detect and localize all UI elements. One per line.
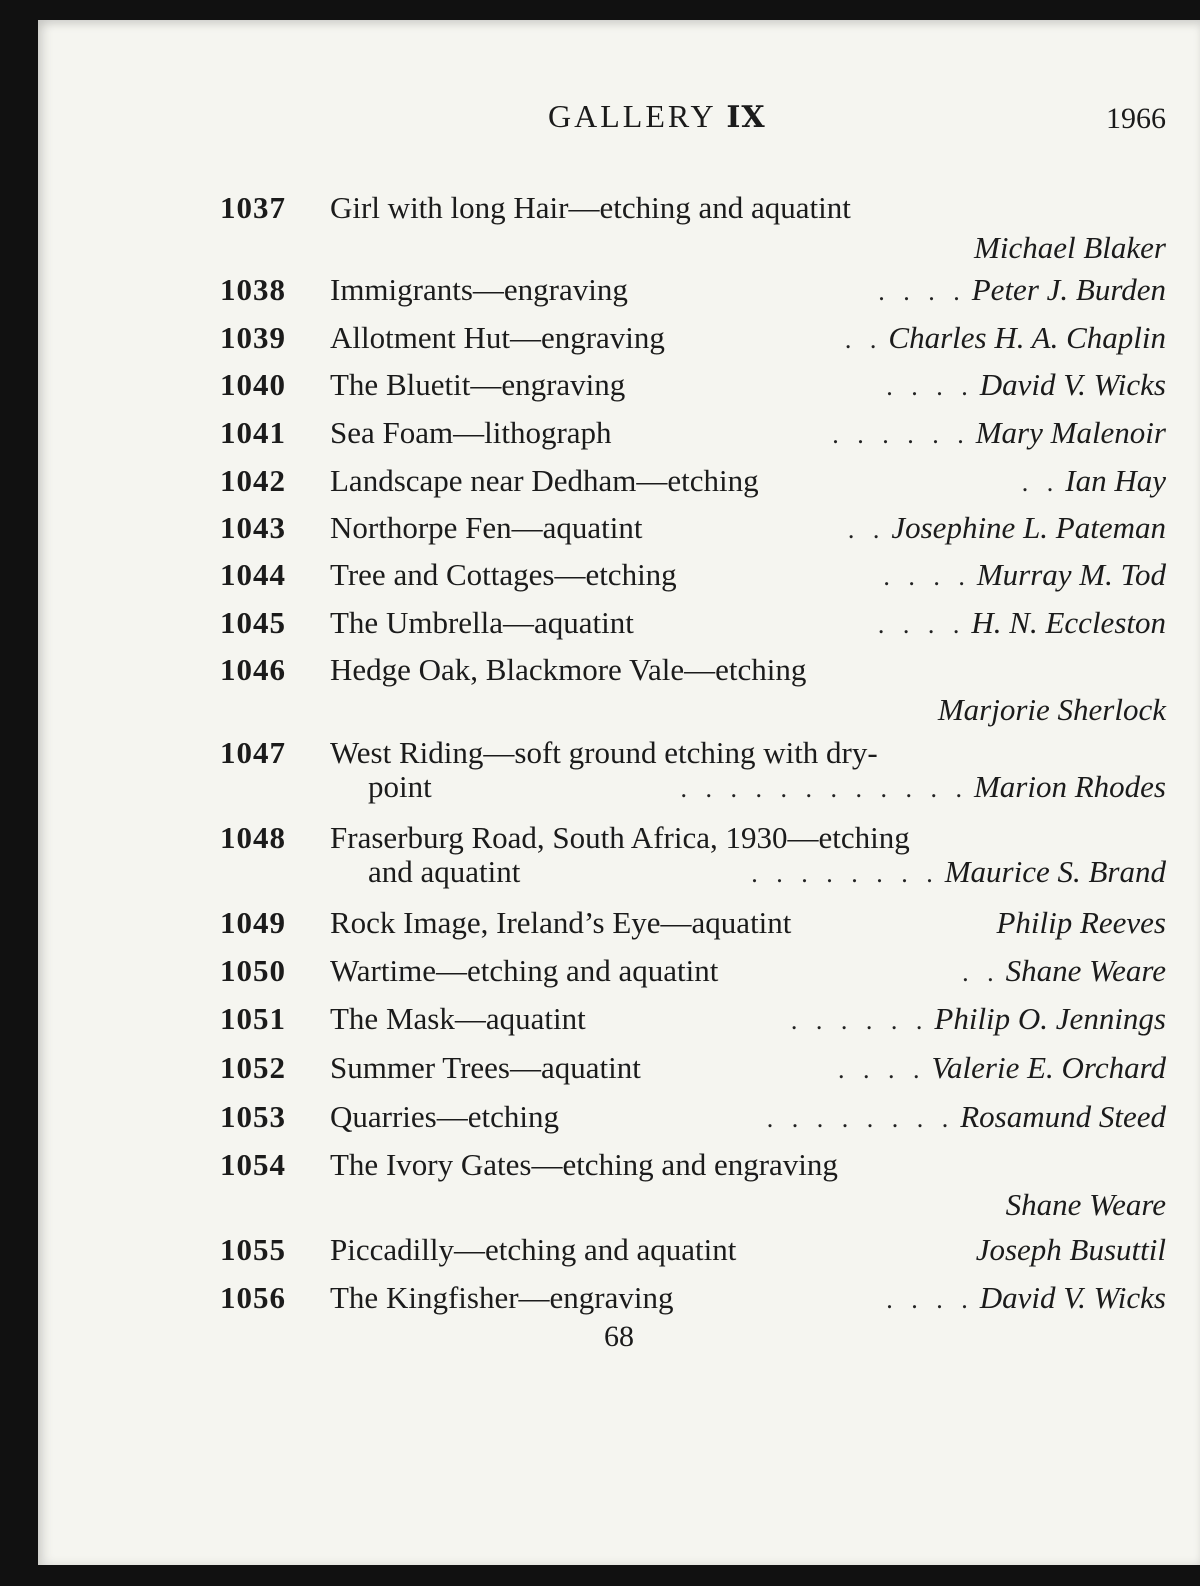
entry-number: 1038	[220, 272, 286, 307]
entry-line	[330, 320, 1166, 360]
entry-line	[330, 1050, 1166, 1090]
entry-number: 1055	[220, 1232, 286, 1267]
entry-number: 1053	[220, 1099, 286, 1134]
entry-artist: H. N. Eccleston	[971, 605, 1166, 640]
entry-line	[330, 953, 1166, 993]
catalogue-entry	[38, 1099, 1200, 1147]
entry-medium: —engraving	[472, 272, 628, 307]
entry-title: Quarries	[330, 1099, 437, 1134]
entry-number: 1050	[220, 953, 286, 988]
entry-medium: —engraving	[509, 320, 665, 355]
entry-title: The Kingfisher	[330, 1280, 519, 1315]
entry-artist: Philip O. Jennings	[934, 1001, 1166, 1036]
catalogue-entry	[38, 1001, 1200, 1049]
dot-leader: . . . . . .	[832, 420, 970, 449]
entry-number: 1048	[220, 820, 286, 855]
entry-number: 1041	[220, 415, 286, 450]
entry-number: 1045	[220, 605, 286, 640]
entry-artist: Michael Blaker	[974, 230, 1166, 265]
entry-number: 1047	[220, 735, 286, 770]
dot-leader: . .	[847, 515, 886, 544]
catalogue-entry	[38, 905, 1200, 953]
catalogue-entry	[38, 1147, 1200, 1222]
entry-title: West Riding	[330, 735, 484, 770]
entry-artist: David V. Wicks	[979, 1280, 1166, 1315]
entry-continuation-line	[368, 769, 1166, 809]
entry-number: 1044	[220, 557, 286, 592]
catalogue-entry	[38, 557, 1200, 605]
entry-medium: —soft ground etching with dry-	[483, 735, 878, 770]
entry-medium: —lithograph	[453, 415, 612, 450]
entry-medium: —aquatint	[510, 1050, 641, 1085]
entry-number: 1042	[220, 463, 286, 498]
entry-title: The Ivory Gates	[330, 1147, 532, 1182]
entry-title: Wartime	[330, 953, 436, 988]
entry-title: Northorpe Fen	[330, 510, 512, 545]
entry-artist: David V. Wicks	[979, 367, 1166, 402]
catalogue-entry	[38, 735, 1200, 804]
entry-artist: Joseph Busuttil	[975, 1232, 1166, 1267]
entry-artist: Marjorie Sherlock	[937, 692, 1166, 727]
entry-line	[330, 415, 1166, 455]
entry-number: 1056	[220, 1280, 286, 1315]
entry-line	[330, 190, 1166, 230]
dot-leader: . . . . . . . .	[751, 859, 939, 888]
entry-line	[330, 510, 1166, 550]
entry-line	[330, 1280, 1166, 1320]
entry-title: The Bluetit	[330, 367, 471, 402]
catalogue-page	[38, 20, 1200, 1565]
gallery-number: IX	[726, 100, 766, 135]
catalogue-entry	[38, 1232, 1200, 1280]
entry-line	[330, 463, 1166, 503]
catalogue-entry	[38, 190, 1200, 265]
entry-medium: —etching and aquatint	[568, 190, 851, 225]
entry-medium: —etching	[787, 820, 910, 855]
entry-line	[330, 1147, 1166, 1187]
entry-artist: Josephine L. Pateman	[891, 510, 1166, 545]
entry-artist: Murray M. Tod	[976, 557, 1166, 592]
entry-line	[330, 1232, 1166, 1272]
entry-title: Landscape near Dedham	[330, 463, 637, 498]
gallery-title	[548, 98, 766, 135]
entry-artist: Charles H. A. Chaplin	[888, 320, 1166, 355]
entry-line	[330, 1099, 1166, 1139]
dot-leader: . . . .	[886, 1285, 974, 1314]
entry-artist: Rosamund Steed	[960, 1099, 1166, 1134]
entry-artist: Peter J. Burden	[971, 272, 1166, 307]
entry-medium-continued: point	[368, 769, 432, 804]
dot-leader: . . . .	[883, 562, 971, 591]
entry-medium: —engraving	[470, 367, 626, 402]
entry-title: Fraserburg Road, South Africa, 1930	[330, 820, 788, 855]
entry-medium: —aquatint	[454, 1001, 586, 1036]
entry-medium: —engraving	[518, 1280, 674, 1315]
entry-medium: —etching	[554, 557, 677, 592]
catalogue-entry	[38, 652, 1200, 727]
gallery-title-text: GALLERY	[548, 98, 716, 134]
page-header	[38, 98, 1200, 142]
entry-number: 1052	[220, 1050, 286, 1085]
dot-leader: . . . . . . . . . . . .	[680, 774, 968, 803]
entry-title: Rock Image, Ireland’s Eye	[330, 905, 661, 940]
entry-title: Piccadilly	[330, 1232, 454, 1267]
entry-title: Hedge Oak, Blackmore Vale	[330, 652, 685, 687]
entry-number: 1051	[220, 1001, 286, 1036]
catalogue-entry	[38, 605, 1200, 653]
dot-leader: . .	[1021, 468, 1060, 497]
dot-leader: . .	[844, 325, 883, 354]
catalogue-entry	[38, 510, 1200, 558]
entry-number: 1049	[220, 905, 286, 940]
entry-medium: —etching and aquatint	[435, 953, 719, 988]
entry-line	[330, 1001, 1166, 1041]
catalogue-entry	[38, 320, 1200, 368]
entry-number: 1037	[220, 190, 286, 225]
entry-number: 1040	[220, 367, 286, 402]
dot-leader: . . . .	[878, 277, 966, 306]
entry-line	[330, 557, 1166, 597]
entry-line	[330, 605, 1166, 645]
page-number: 68	[604, 1320, 634, 1353]
entry-title: Tree and Cottages	[330, 557, 555, 592]
catalogue-entry	[38, 367, 1200, 415]
catalogue-entry	[38, 272, 1200, 320]
entry-title: Girl with long Hair	[330, 190, 569, 225]
entry-medium: —etching and aquatint	[453, 1232, 737, 1267]
entry-line	[330, 272, 1166, 312]
dot-leader: . . . .	[838, 1055, 926, 1084]
entry-medium: —etching	[684, 652, 807, 687]
entry-title: Immigrants	[330, 272, 473, 307]
entry-number: 1054	[220, 1147, 286, 1182]
entry-artist: Shane Weare	[1005, 1187, 1166, 1222]
dot-leader: . .	[962, 958, 1000, 987]
entry-line	[330, 652, 1166, 692]
entry-medium-continued: and aquatint	[368, 854, 521, 889]
entry-medium: —etching	[436, 1099, 559, 1134]
entry-line	[330, 367, 1166, 407]
entry-continuation-line	[368, 854, 1166, 894]
entry-title: Summer Trees	[330, 1050, 510, 1085]
catalogue-entry	[38, 953, 1200, 1001]
dot-leader: . . . .	[877, 610, 966, 639]
entry-number: 1046	[220, 652, 286, 687]
entry-title: The Umbrella	[330, 605, 504, 640]
entry-number: 1039	[220, 320, 286, 355]
entry-number: 1043	[220, 510, 286, 545]
entry-artist: Mary Malenoir	[975, 415, 1166, 450]
dot-leader: . . . . . . . .	[766, 1104, 955, 1133]
catalogue-entry	[38, 820, 1200, 889]
entry-artist: Maurice S. Brand	[944, 854, 1166, 889]
entry-artist: Ian Hay	[1065, 463, 1166, 498]
entry-artist: Philip Reeves	[996, 905, 1166, 940]
entry-artist: Shane Weare	[1005, 953, 1166, 988]
catalogue-entry	[38, 463, 1200, 511]
entry-title: The Mask	[330, 1001, 455, 1036]
dot-leader: . . . .	[886, 372, 974, 401]
entry-medium: —aquatint	[503, 605, 634, 640]
entry-artist: Marion Rhodes	[973, 769, 1166, 804]
entry-medium: —etching and engraving	[531, 1147, 838, 1182]
catalogue-entry	[38, 1050, 1200, 1098]
dot-leader: . . . . . .	[790, 1006, 929, 1035]
entry-artist: Valerie E. Orchard	[931, 1050, 1166, 1085]
entry-medium: —aquatint	[511, 510, 643, 545]
year-label: 1966	[1106, 102, 1166, 135]
entry-title: Allotment Hut	[330, 320, 510, 355]
entry-medium: —aquatint	[660, 905, 792, 940]
catalogue-entry	[38, 415, 1200, 463]
entry-title: Sea Foam	[330, 415, 454, 450]
entry-medium: —etching	[636, 463, 759, 498]
entry-line	[330, 905, 1166, 945]
